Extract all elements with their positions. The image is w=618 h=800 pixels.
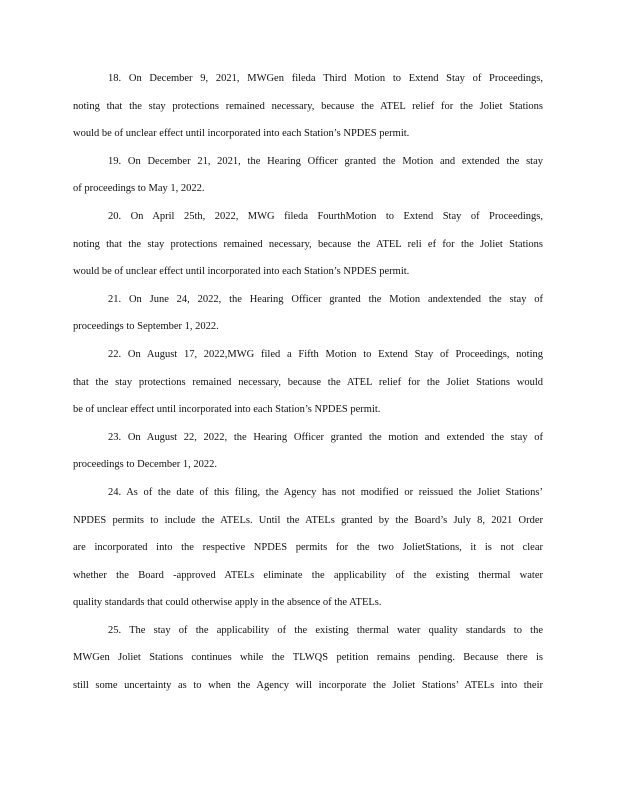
- paragraph-line: [73, 153, 543, 181]
- paragraph-text: The stay of the applicability of the existing thermal water quality standards to the: [129, 624, 543, 636]
- paragraph-text: On December 9, 2021, MWGen fileda Third Motion to Extend Stay of Proceedings,: [128, 73, 543, 84]
- paragraph-number: 19.: [108, 155, 122, 167]
- paragraph-text: On August 17, 2022,MWG filed a Fifth Motion to Extend Stay of Proceedings, noting: [127, 348, 544, 360]
- paragraph-line: be of unclear effect until incorporated into each Station’s NPDES permit.: [73, 404, 381, 416]
- paragraph-line: noting that the stay protections remained necessary, because the ATEL relief for the Joliet Stations: [73, 100, 543, 112]
- paragraph-number: 23.: [108, 431, 122, 443]
- paragraph-line: [73, 484, 543, 512]
- paragraph-line: [73, 346, 543, 374]
- paragraph-line: are incorporated into the respective NPDES permits for the two JolietStations, it is not clear: [73, 542, 543, 554]
- paragraph-line: proceedings to September 1, 2022.: [73, 321, 219, 333]
- paragraph-line: NPDES permits to include the ATELs. Until the ATELs granted by the Board’s July 8, 2021 Order: [73, 514, 543, 526]
- paragraph-text: On August 22, 2022, the Hearing Officer granted the motion and extended the stay of: [127, 431, 544, 443]
- paragraph-19: [73, 153, 543, 208]
- paragraph-text: On June 24, 2022, the Hearing Officer granted the Motion andextended the stay of: [128, 293, 544, 305]
- paragraph-25: [73, 622, 543, 705]
- paragraph-line: MWGen Joliet Stations continues while the TLWQS petition remains pending. Because there is: [73, 652, 543, 664]
- paragraph-number: 18.: [108, 73, 122, 84]
- paragraph-23: [73, 429, 543, 484]
- paragraph-text: On December 21, 2021, the Hearing Officer granted the Motion and extended the stay: [127, 155, 543, 167]
- paragraph-number: 22.: [108, 348, 122, 360]
- paragraph-20: [73, 208, 543, 291]
- paragraph-line: [73, 208, 543, 236]
- paragraph-line: noting that the stay protections remained necessary, because the ATEL reli ef for the Joliet Stations: [73, 238, 543, 250]
- paragraph-line: [73, 429, 543, 457]
- document-body: [73, 70, 543, 705]
- paragraph-18: [73, 70, 543, 153]
- paragraph-21: [73, 291, 543, 346]
- paragraph-22: [73, 346, 543, 429]
- paragraph-line: [73, 622, 543, 650]
- paragraph-text: On April 25th, 2022, MWG fileda FourthMotion to Extend Stay of Proceedings,: [130, 210, 543, 222]
- paragraph-line: [73, 70, 543, 98]
- paragraph-number: 20.: [108, 210, 122, 222]
- paragraph-number: 25.: [108, 624, 122, 636]
- paragraph-line: proceedings to December 1, 2022.: [73, 459, 218, 471]
- paragraph-line: would be of unclear effect until incorporated into each Station’s NPDES permit.: [73, 128, 410, 140]
- paragraph-line: [73, 291, 543, 319]
- paragraph-24: [73, 484, 543, 622]
- paragraph-number: 24.: [108, 486, 122, 498]
- paragraph-line: of proceedings to May 1, 2022.: [73, 183, 205, 195]
- paragraph-number: 21.: [108, 293, 122, 305]
- paragraph-line: whether the Board -approved ATELs eliminate the applicability of the existing thermal water: [73, 569, 543, 581]
- paragraph-line: quality standards that could otherwise apply in the absence of the ATELs.: [73, 597, 382, 609]
- paragraph-line: that the stay protections remained necessary, because the ATEL relief for the Joliet Stations would: [73, 376, 543, 388]
- paragraph-line: still some uncertainty as to when the Agency will incorporate the Joliet Stations’ ATELs into their: [73, 680, 543, 692]
- paragraph-line: would be of unclear effect until incorporated into each Station’s NPDES permit.: [73, 266, 410, 278]
- paragraph-text: As of the date of this filing, the Agency has not modified or reissued the Joliet Stations’: [126, 486, 543, 498]
